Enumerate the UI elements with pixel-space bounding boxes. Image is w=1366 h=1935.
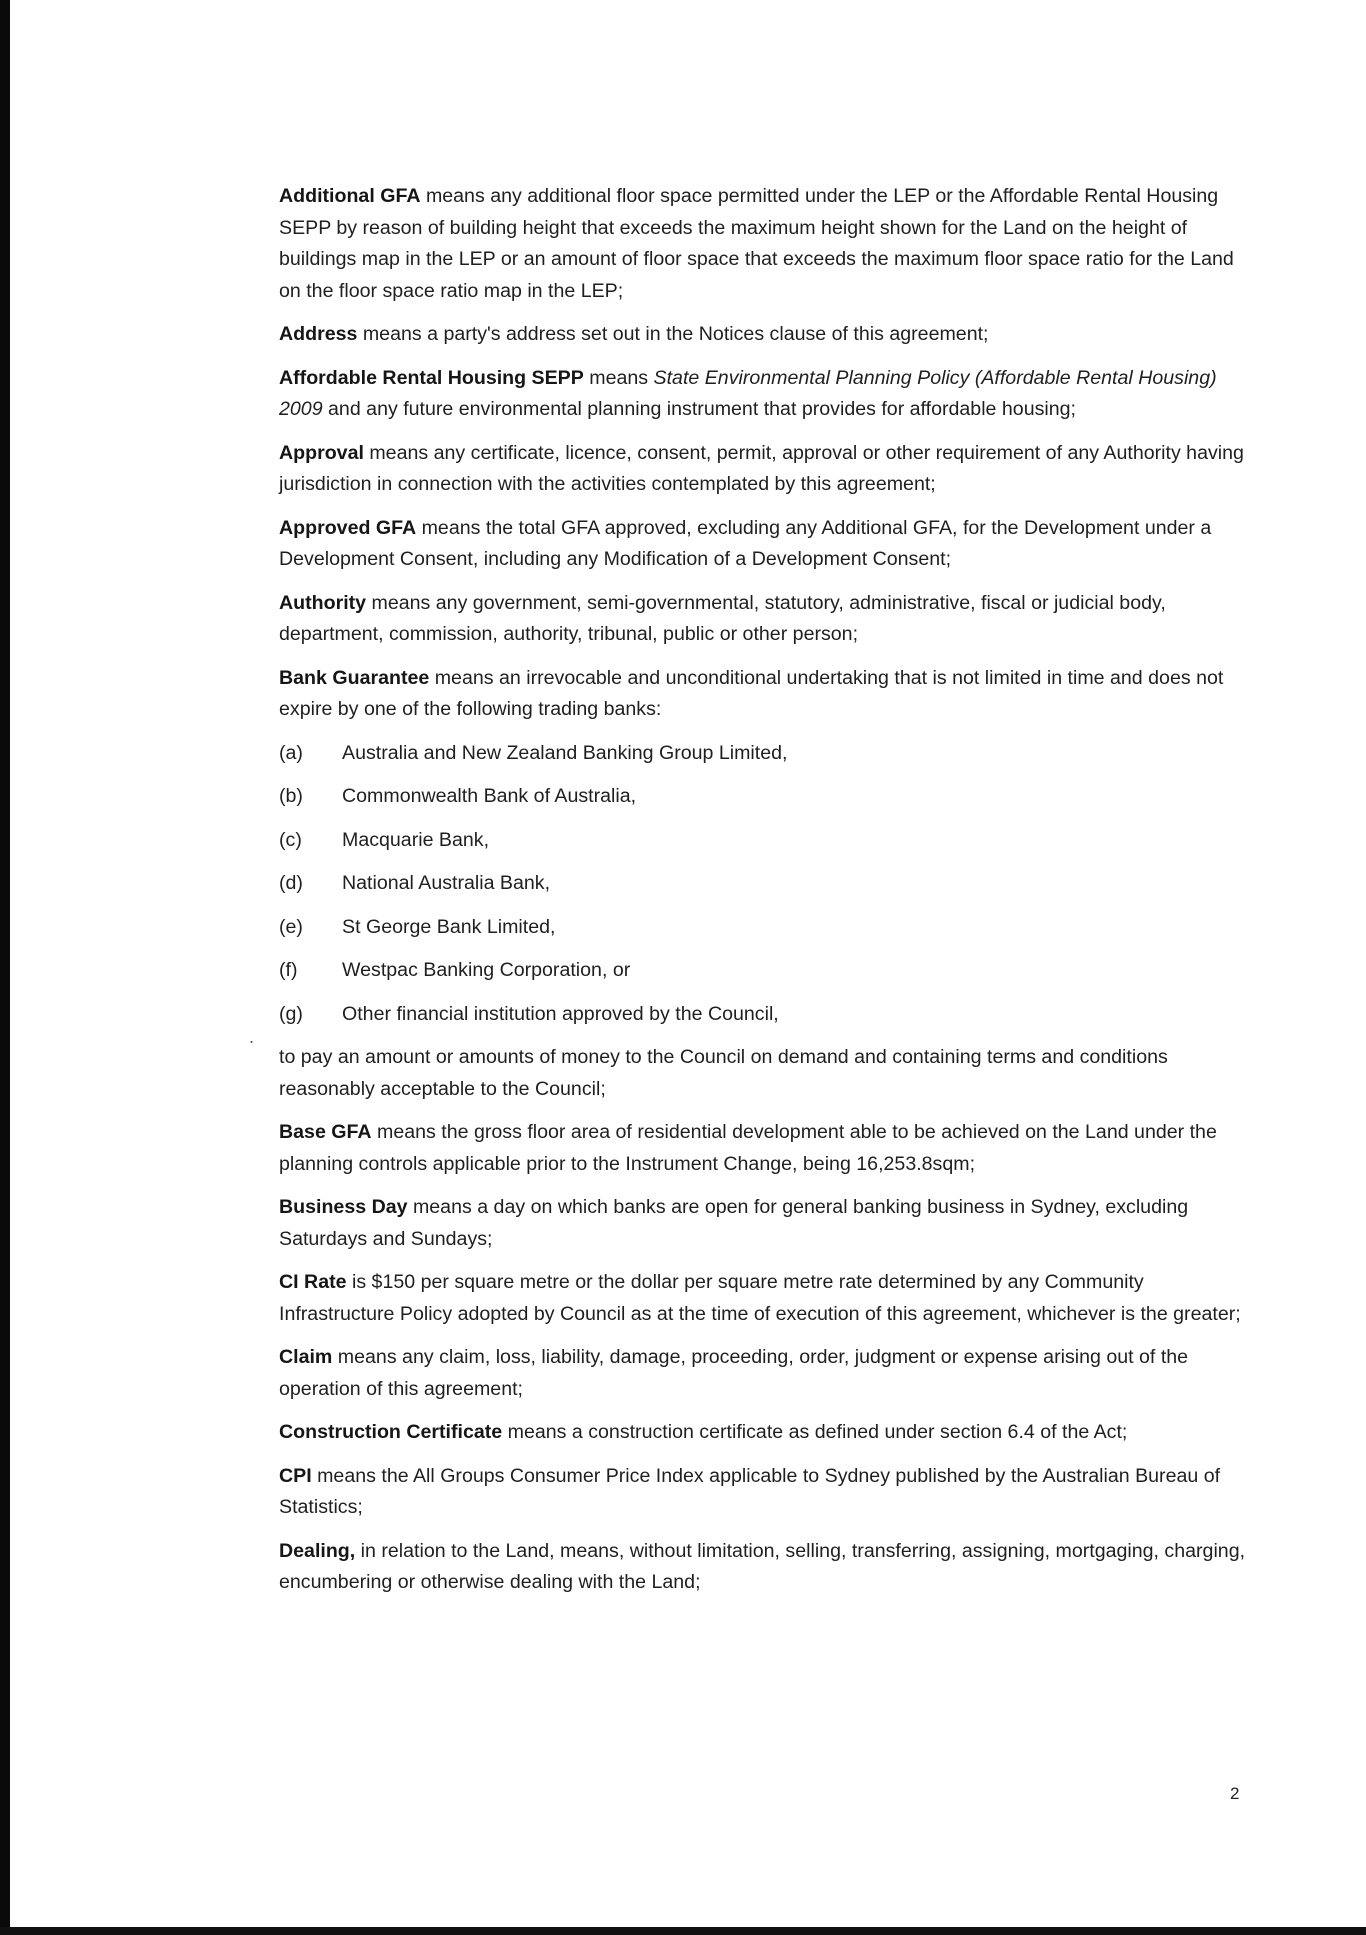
definition-term: Claim: [279, 1346, 333, 1368]
definition-ci-rate: [279, 1267, 1249, 1330]
definition-claim: [279, 1342, 1249, 1405]
definition-approval: [279, 438, 1249, 501]
definition-text: means the total GFA approved, excluding any Additional GFA, for the Development under a Development Consent, including any Modification of a Development Consent;: [279, 516, 1212, 570]
bank-list-item: [279, 868, 1249, 900]
definition-text: means the gross floor area of residential development able to be achieved on the Land under the planning controls applicable prior to the Instrument Change, being 16,253.8sqm;: [279, 1121, 1217, 1175]
bank-list-item: [279, 999, 1249, 1031]
list-label: (g): [279, 1002, 303, 1025]
stray-mark: .: [249, 1027, 255, 1047]
list-label: (d): [279, 872, 303, 894]
list-text: St George Bank Limited,: [342, 915, 556, 938]
bank-list-item: [279, 912, 1249, 944]
list-text: Australia and New Zealand Banking Group Limited,: [342, 741, 788, 764]
definition-text: is $150 per square metre or the dollar per square metre rate determined by any Community Infrastructure Policy adopted by Council as at the time of execution of this agreement, whichever is the greater;: [279, 1271, 1241, 1325]
definition-affordable-rental-housing-sepp: [279, 363, 1249, 426]
list-text: National Australia Bank,: [342, 872, 551, 894]
definition-base-gfa: [279, 1117, 1249, 1180]
page-number: 2: [1230, 1784, 1240, 1803]
list-label: (a): [279, 741, 303, 764]
bank-list-item: [279, 955, 1249, 987]
list-label: (e): [279, 915, 303, 938]
list-text: Macquarie Bank,: [342, 828, 490, 851]
definition-business-day: [279, 1192, 1249, 1255]
definition-text: means a day on which banks are open for general banking business in Sydney, excluding Saturdays and Sundays;: [279, 1196, 1189, 1250]
definition-text: in relation to the Land, means, without limitation, selling, transferring, assigning, mortgaging, charging, encumbering or otherwise dealing with the Land;: [279, 1539, 1246, 1593]
list-text: Other financial institution approved by the Council,: [342, 1002, 779, 1025]
definition-approved-gfa: [279, 513, 1249, 576]
definition-text: means any government, semi-governmental, statutory, administrative, fiscal or judicial body, department, commission, authority, tribunal, public or other person;: [279, 591, 1166, 645]
definition-additional-gfa: [279, 181, 1249, 307]
definition-text: means an irrevocable and unconditional undertaking that is not limited in time and does not expire by one of the following trading banks:: [279, 666, 1224, 720]
policy-title: State Environmental Planning Policy (Affordable Rental Housing) 2009: [279, 366, 1217, 420]
definition-term: Business Day: [279, 1196, 408, 1218]
bank-guarantee-continuation: to pay an amount or amounts of money to the Council on demand and containing terms and conditions reasonably acceptable to the Council;: [279, 1046, 1168, 1100]
definition-term: Additional GFA: [279, 185, 421, 207]
definition-construction-certificate: [279, 1417, 1249, 1449]
list-label: (b): [279, 785, 303, 807]
scan-edge-left: [0, 0, 10, 1935]
definition-term: Affordable Rental Housing SEPP: [279, 366, 584, 389]
definition-term: Dealing,: [279, 1539, 356, 1562]
definition-text: and any future environmental planning instrument that provides for affordable housing;: [322, 398, 1076, 420]
definition-text: means the All Groups Consumer Price Index applicable to Sydney published by the Australian Bureau of Statistics;: [279, 1464, 1221, 1518]
definition-text: means a construction certificate as defined under section 6.4 of the Act;: [502, 1421, 1128, 1443]
definition-term: Authority: [279, 591, 367, 614]
definition-cpi: [279, 1461, 1249, 1524]
definition-text: means any additional floor space permitted under the LEP or the Affordable Rental Housing SEPP by reason of building height that exceeds the maximum height shown for the Land on the height of buildings map in the LEP or an amount of floor space that exceeds the maximum floor space ratio for the Land on the floor space ratio map in the LEP;: [279, 185, 1234, 302]
definition-dealing: [279, 1536, 1249, 1599]
bank-list-item: [279, 781, 1249, 813]
definition-text: means any claim, loss, liability, damage, proceeding, order, judgment or expense arising out of the operation of this agreement;: [279, 1346, 1189, 1400]
definition-term: Bank Guarantee: [279, 666, 430, 689]
definition-term: Approved GFA: [279, 516, 417, 539]
list-text: Westpac Banking Corporation, or: [342, 959, 631, 981]
bank-list-item: [279, 738, 1249, 770]
definition-term: Construction Certificate: [279, 1421, 503, 1443]
bank-list-item: [279, 825, 1249, 857]
definition-term: Approval: [279, 441, 364, 464]
definition-text: means: [583, 366, 654, 389]
definition-term: CI Rate: [279, 1271, 347, 1293]
definition-authority: [279, 588, 1249, 651]
definition-term: Address: [279, 323, 358, 345]
list-label: (f): [279, 959, 298, 981]
list-text: Commonwealth Bank of Australia,: [342, 785, 637, 807]
definition-address: [279, 319, 1249, 351]
definition-text: means a party's address set out in the Notices clause of this agreement;: [357, 323, 989, 345]
definition-term: CPI: [279, 1464, 312, 1487]
list-label: (c): [279, 828, 302, 851]
definition-bank-guarantee: [279, 663, 1249, 726]
definition-text: means any certificate, licence, consent, permit, approval or other requirement of any Authority having jurisdiction in connection with the activities contemplated by this agreement;: [279, 441, 1244, 495]
scan-edge-bottom: [0, 1927, 1366, 1935]
document-page: [279, 181, 1249, 1611]
definition-term: Base GFA: [279, 1121, 372, 1143]
